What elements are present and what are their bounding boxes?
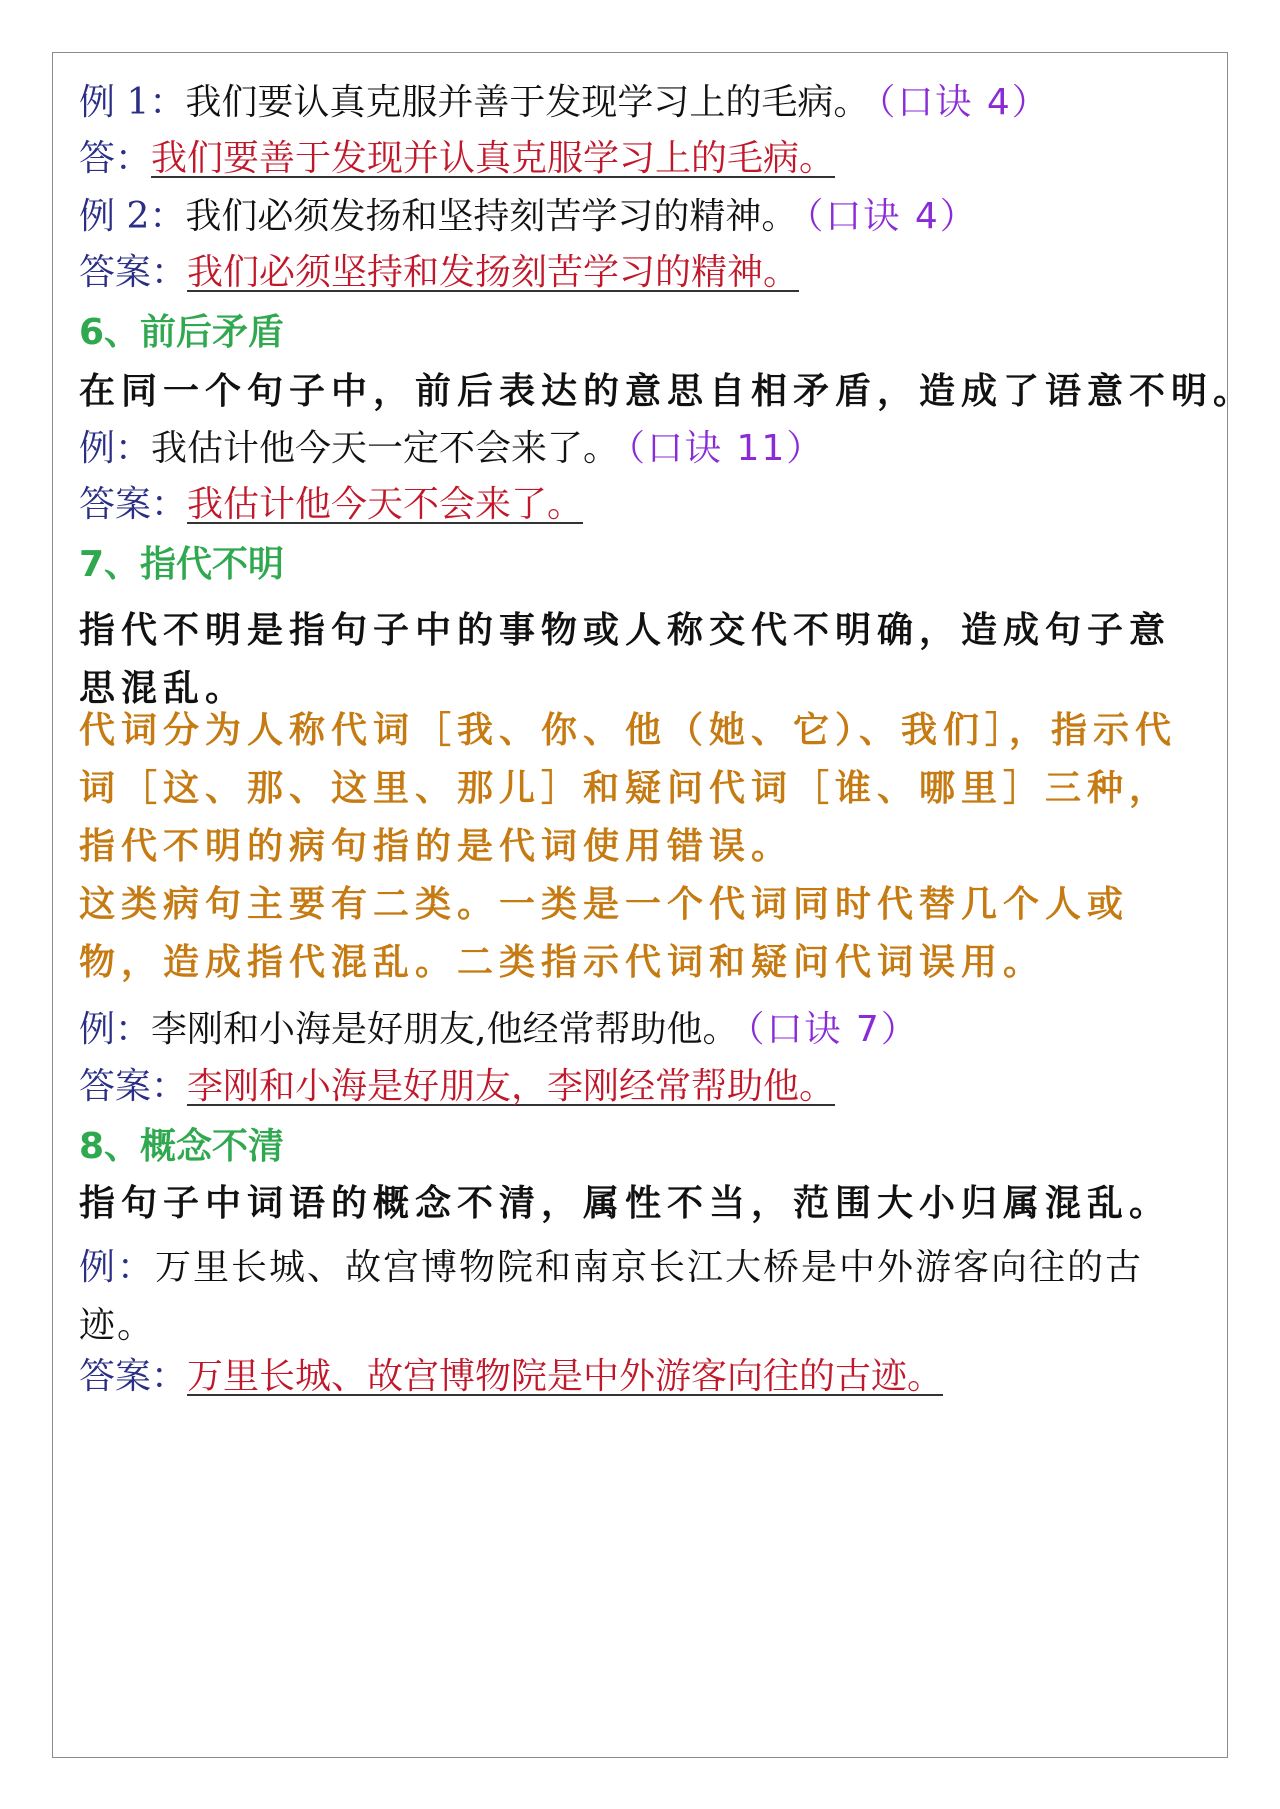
section-7-definition: 指代不明是指句子中的事物或人称交代不明确，造成句子意思混乱。 [79,609,1172,709]
section-7-example [79,1008,1187,1052]
example-text: 我估计他今天一定不会来了。 [151,428,620,469]
answer-label: 答： [79,138,152,179]
section-6-answer [79,483,1187,527]
answer-text: 李刚和小海是好朋友，李刚经常帮助他。 [187,1066,836,1107]
example-text: 我们要认真克服并善于发现学习上的毛病。 [185,82,870,123]
example-label: 例： [79,1247,156,1288]
answer-label: 答案： [79,1066,188,1107]
section-7-heading: 7、指代不明 [79,544,285,585]
section-7-note-pronouns: 代词分为人称代词［我、你、他（她、它）、我们］，指示代词［这、那、这里、那儿］和疑问代词［谁、哪里］三种，指代不明的病句指的是代词使用错误。 [79,709,1178,867]
example-label: 例 2： [79,196,186,237]
answer-label: 答案： [79,484,188,525]
section-6-heading: 6、前后矛盾 [79,312,285,353]
answer-1 [79,137,1187,181]
section-8-example [79,1239,1187,1355]
section-7-answer [79,1065,1187,1109]
example-text: 我们必须发扬和坚持刻苦学习的精神。 [185,196,798,237]
section-6-definition: 在同一个句子中，前后表达的意思自相矛盾，造成了语意不明。 [79,370,1256,412]
answer-text: 万里长城、故宫博物院是中外游客向往的古迹。 [187,1356,944,1397]
example-label: 例： [79,428,152,469]
mnemonic-tip: （口诀 4） [805,196,978,237]
example-label: 例： [79,1009,152,1050]
answer-2 [79,251,1187,295]
answer-label: 答案： [79,252,188,293]
document-page [52,52,1256,1758]
mnemonic-tip: （口诀 7） [746,1009,919,1050]
mnemonic-tip: （口诀 11） [627,428,825,469]
example-2 [79,195,1187,239]
section-8-answer [79,1355,1187,1399]
answer-text: 我估计他今天不会来了。 [187,484,584,525]
section-8-heading: 8、概念不清 [79,1126,285,1167]
answer-text: 我们要善于发现并认真克服学习上的毛病。 [151,138,836,179]
example-text: 李刚和小海是好朋友,他经常帮助他。 [151,1009,739,1050]
example-1 [79,81,1187,125]
answer-text: 我们必须坚持和发扬刻苦学习的精神。 [187,252,800,293]
example-label: 例 1： [79,82,186,123]
answer-label: 答案： [79,1356,188,1397]
mnemonic-tip: （口诀 4） [877,82,1050,123]
section-8-definition: 指句子中词语的概念不清，属性不当，范围大小归属混乱。 [79,1182,1172,1224]
example-text: 万里长城、故宫博物院和南京长江大桥是中外游客向往的古迹。 [79,1247,1144,1346]
section-7-note-types: 这类病句主要有二类。一类是一个代词同时代替几个人或物，造成指代混乱。二类指示代词和疑问代词误用。 [79,883,1130,983]
section-6-example [79,427,1187,471]
